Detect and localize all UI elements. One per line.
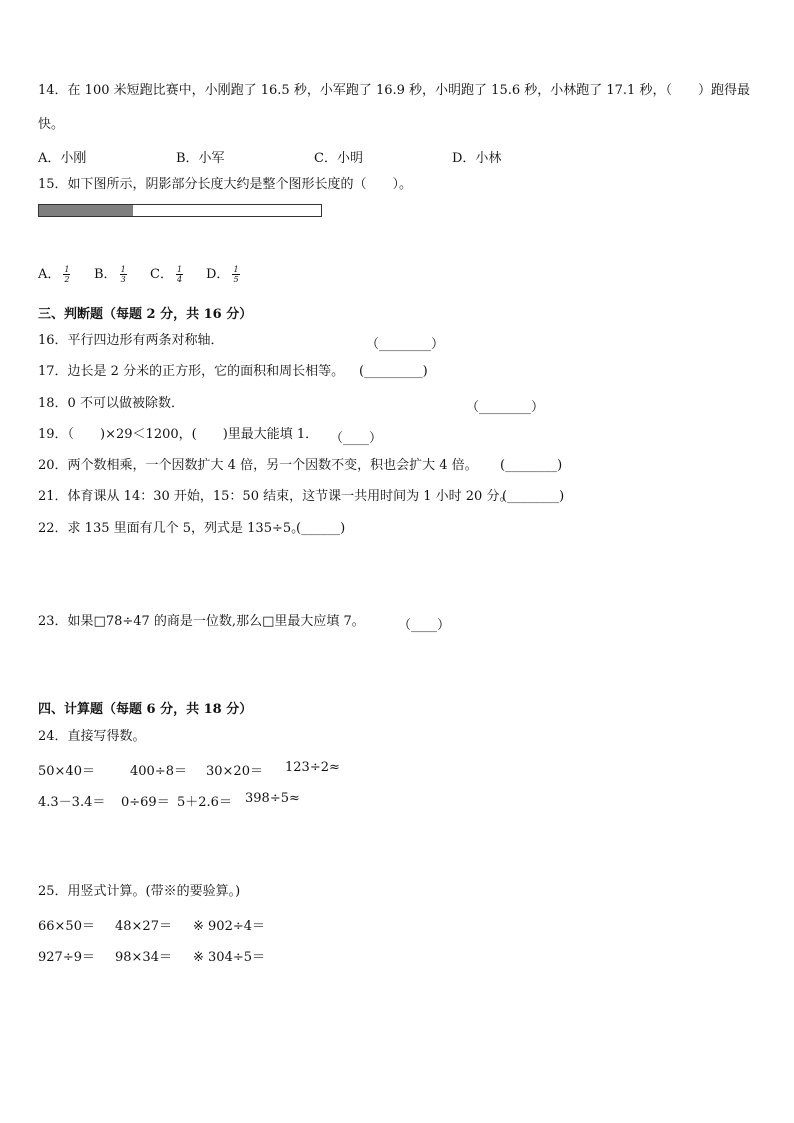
- q24-row1-item1: 50×40＝: [38, 764, 95, 779]
- q14-line2: 快。: [38, 117, 65, 132]
- fraction: [176, 265, 183, 284]
- q14-line1: 14．在 100 米短跑比赛中，小刚跑了 16.5 秒，小军跑了 16.9 秒，小明跑了 15.6 秒，小林跑了 17.1 秒，（ ）跑得最: [38, 83, 750, 98]
- q25-row1-item3: ※ 902÷4＝: [193, 919, 266, 934]
- fraction-denominator: 4: [176, 275, 183, 284]
- q25-row1-item1: 66×50＝: [38, 919, 95, 934]
- q21-text: 21．体育课从 14：30 开始，15：50 结束，这节课一共用时间为 1 小时 20 分。: [38, 489, 513, 504]
- q15-option-d-label: D．: [206, 267, 230, 282]
- q14-option-a: A．小刚: [38, 151, 87, 166]
- q22-text: 22．求 135 里面有几个 5，列式是 135÷5。: [38, 521, 305, 536]
- q24-row2-item3: 5＋2.6＝: [177, 795, 232, 810]
- q17-text: 17．边长是 2 分米的正方形，它的面积和周长相等。: [38, 364, 345, 379]
- fraction-numerator: 1: [120, 265, 126, 274]
- q18-text: 18．0 不可以做被除数．: [38, 396, 184, 411]
- fraction-denominator: 3: [120, 275, 126, 284]
- q15-option-d: [206, 263, 240, 284]
- q25-row1-item2: 48×27＝: [115, 919, 172, 934]
- q16-text: 16．平行四边形有两条对称轴．: [38, 333, 224, 348]
- q24-title: 24．直接写得数。: [38, 729, 146, 744]
- q14-option-d: D．小林: [452, 151, 502, 166]
- fraction: [63, 265, 70, 284]
- q21-answer-blank[interactable]: (________): [502, 489, 565, 504]
- q15-option-c: [150, 263, 183, 284]
- q25-row2-item2: 98×34＝: [115, 950, 172, 965]
- q15-option-a-label: A．: [38, 267, 61, 282]
- fraction-numerator: 1: [64, 265, 70, 274]
- q16-answer-blank[interactable]: （________）: [366, 337, 445, 352]
- q25-row2-item1: 927÷9＝: [38, 950, 95, 965]
- q24-row1-item4: 123÷2≈: [285, 760, 340, 775]
- q19-text: 19．（ )×29＜1200，( )里最大能填 1．: [38, 427, 319, 442]
- q25-title: 25．用竖式计算。(带※的要验算。): [38, 884, 241, 899]
- q18-answer-blank[interactable]: （________）: [466, 400, 545, 415]
- q15-bar-figure: [38, 204, 322, 217]
- section4-heading: 四、计算题（每题 6 分，共 18 分）: [38, 702, 253, 717]
- q14-option-b: B．小军: [176, 151, 225, 166]
- q24-row2-item4: 398÷5≈: [245, 791, 300, 806]
- q24-row1-item3: 30×20＝: [206, 764, 263, 779]
- q24-row1-item2: 400÷8＝: [130, 764, 187, 779]
- q23-text: 23．如果□78÷47 的商是一位数,那么□里最大应填 7。: [38, 614, 365, 629]
- section3-heading: 三、判断题（每题 2 分，共 16 分）: [38, 307, 253, 322]
- fraction-numerator: 1: [233, 265, 239, 274]
- q15-option-a: [38, 263, 70, 284]
- q20-answer-blank[interactable]: (________): [500, 458, 563, 473]
- q19-answer-blank[interactable]: （____）: [330, 431, 383, 446]
- q24-row2-item2: 0÷69＝: [121, 795, 170, 810]
- q22-answer-blank[interactable]: (______): [296, 521, 346, 536]
- fraction-denominator: 2: [64, 275, 70, 284]
- q23-answer-blank[interactable]: （____）: [398, 618, 451, 633]
- q15-text: 15．如下图所示，阴影部分长度大约是整个图形长度的（ ）。: [38, 177, 413, 192]
- fraction: [120, 265, 127, 284]
- q14-option-c: C．小明: [314, 151, 363, 166]
- q25-row2-item3: ※ 304÷5＝: [193, 950, 266, 965]
- q15-option-b: [94, 263, 127, 284]
- fraction: [232, 265, 239, 284]
- fraction-numerator: 1: [176, 265, 183, 274]
- q15-option-b-label: B．: [94, 267, 117, 282]
- fraction-denominator: 5: [233, 275, 239, 284]
- q15-option-c-label: C．: [150, 267, 173, 282]
- q15-bar-shaded: [39, 205, 133, 216]
- q17-answer-blank[interactable]: (_________): [359, 364, 428, 379]
- q20-text: 20．两个数相乘，一个因数扩大 4 倍，另一个因数不变，积也会扩大 4 倍。: [38, 458, 478, 473]
- q24-row2-item1: 4.3－3.4＝: [38, 795, 106, 810]
